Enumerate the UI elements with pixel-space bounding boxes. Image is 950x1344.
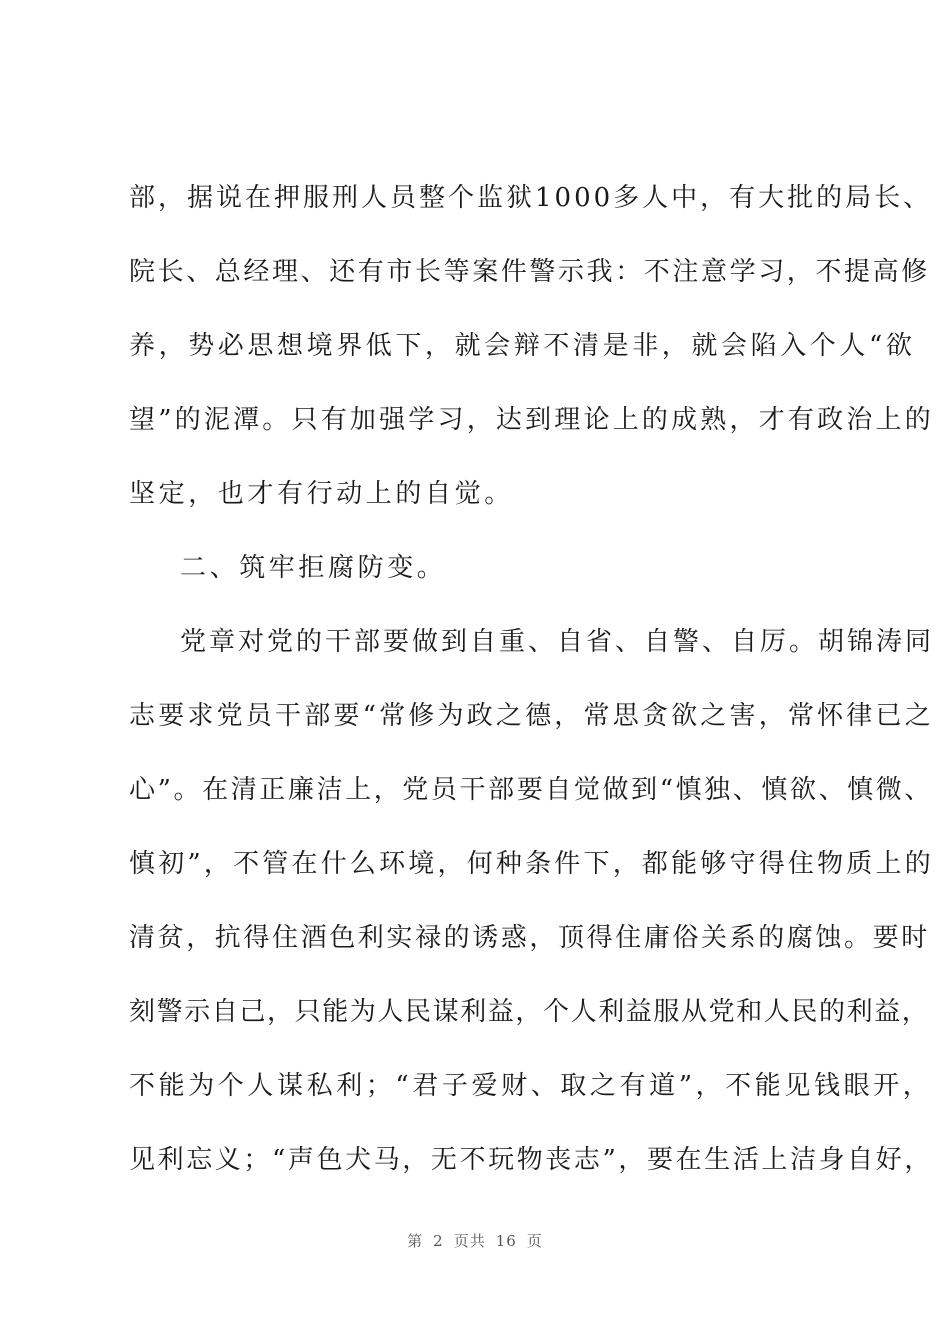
footer-page-total: 16 xyxy=(495,1232,517,1250)
text-line: 慎初”，不管在什么环境，何种条件下，都能够守得住物质上的 xyxy=(129,849,934,879)
text-line: 心”。在清正廉洁上，党员干部要自觉做到“慎独、慎欲、慎微、 xyxy=(129,775,933,805)
text-line: 坚定，也才有行动上的自觉。 xyxy=(129,479,514,509)
text-line: 不能为个人谋私利；“君子爱财、取之有道”，不能见钱眼开， xyxy=(129,1071,933,1101)
text-line: 见利忘义；“声色犬马，无不玩物丧志”，要在生活上洁身自好， xyxy=(129,1145,933,1175)
text-line: 党章对党的干部要做到自重、自省、自警、自厉。胡锦涛同 xyxy=(180,627,935,657)
text-line: 清贫，抗得住酒色利实禄的诱惑，顶得住庸俗关系的腐蚀。要时 xyxy=(129,923,930,953)
footer-page-number: 2 xyxy=(433,1232,444,1250)
footer-suffix: 页 xyxy=(526,1232,543,1250)
text-line: 望”的泥潭。只有加强学习，达到理论上的成熟，才有政治上的 xyxy=(129,405,934,435)
footer-middle: 页共 xyxy=(453,1232,486,1250)
page-footer xyxy=(0,1230,950,1251)
text-line: 志要求党员干部要“常修为政之德，常思贪欲之害，常怀律已之 xyxy=(129,701,934,731)
text-line: 部，据说在押服刑人员整个监狱1000多人中，有大批的局长、 xyxy=(129,183,933,213)
text-line: 院长、总经理、还有市长等案件警示我：不注意学习，不提高修 xyxy=(129,257,930,287)
footer-prefix: 第 xyxy=(407,1232,424,1250)
text-line: 养，势必思想境界低下，就会辩不清是非，就会陷入个人“欲 xyxy=(129,331,916,361)
section-heading: 二、筑牢拒腐防变。 xyxy=(180,553,447,583)
text-line: 刻警示自己，只能为人民谋利益，个人利益服从党和人民的利益， xyxy=(129,997,930,1027)
